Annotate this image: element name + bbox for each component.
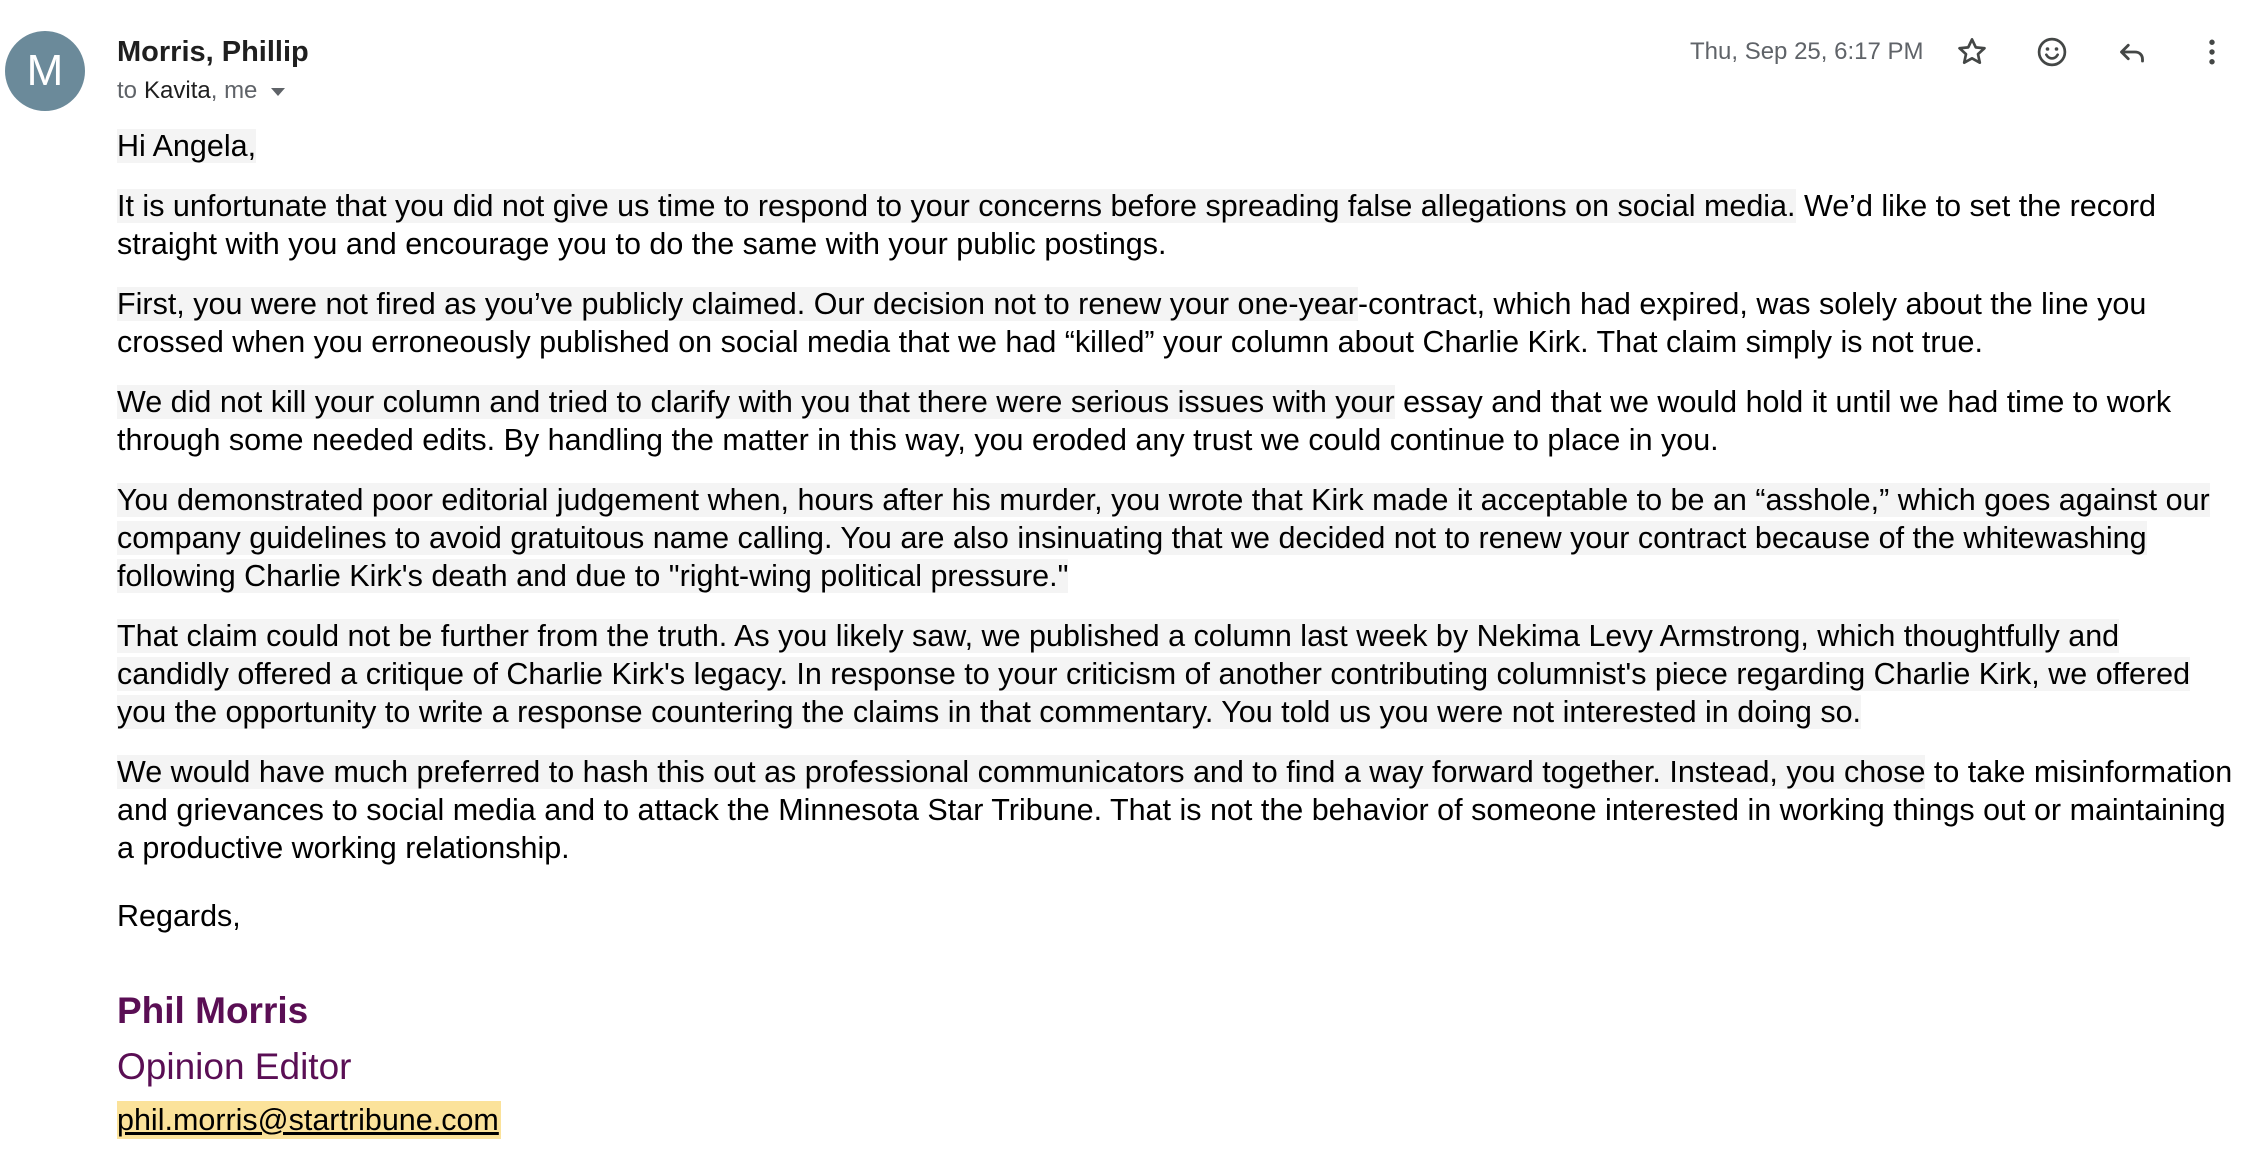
star-icon — [1954, 34, 1990, 70]
signature-name: Phil Morris — [117, 990, 309, 1031]
star-button[interactable] — [1948, 28, 1996, 76]
paragraph-4 — [117, 481, 2237, 595]
paragraph-3-text-a: We did not kill your column and tried to clarify with you that there were serious issues with your — [117, 385, 1395, 419]
paragraph-5-text: That claim could not be further from the truth. As you likely saw, we published a column last week by Nekima Levy Armstrong, which thoughtfully and candidly offered a critique of Charlie Kirk's legacy. In response to your criticism of another contributing columnist's piece regarding Charlie Kirk, we offered you the opportunity to write a response countering the claims in that commentary. You told us you were not interested in doing so. — [117, 619, 2191, 729]
signature-email-link[interactable]: phil.morris@startribune.com — [117, 1103, 499, 1137]
paragraph-1-text-b: We’d like to set the record straight with you and encourage you to do the same with your public postings. — [117, 189, 2157, 261]
paragraph-2-text-b: -contract, which had expired, was solely about the line you crossed when you erroneously published on social media that we had “killed” your column about Charlie Kirk. That claim simply is not true. — [117, 287, 2147, 359]
reply-button[interactable] — [2108, 28, 2156, 76]
paragraph-2-text-a: First, you were not fired as you’ve publicly claimed. Our decision not to renew your one-year — [117, 287, 1358, 321]
more-options-button[interactable] — [2188, 28, 2236, 76]
recipient-separator: , — [210, 77, 218, 104]
show-details-chevron-down-icon[interactable] — [271, 88, 285, 96]
recipients-line — [117, 76, 285, 106]
greeting-text: Hi Angela, — [117, 129, 257, 163]
paragraph-3-text-b: essay and that we would hold it until we had time to work through some needed edits. By handling the matter in this way, you eroded any trust we could continue to place in you. — [117, 385, 2172, 457]
recipient-kavita[interactable]: Kavita — [144, 77, 211, 104]
paragraph-1-text-a: It is unfortunate that you did not give us time to respond to your concerns before spreading false allegations on social media. — [117, 189, 1796, 223]
message-datetime[interactable]: Thu, Sep 25, 6:17 PM — [1690, 38, 1924, 65]
avatar[interactable] — [5, 31, 85, 111]
paragraph-6 — [117, 753, 2237, 867]
emoji-icon — [2034, 34, 2070, 70]
paragraph-2 — [117, 285, 2237, 361]
message-body — [117, 127, 2237, 935]
signature-title: Opinion Editor — [117, 1046, 352, 1087]
paragraph-5 — [117, 617, 2237, 731]
greeting — [117, 127, 2237, 165]
paragraph-1 — [117, 187, 2237, 263]
paragraph-3 — [117, 383, 2237, 459]
avatar-letter: M — [26, 46, 64, 95]
paragraph-6-text-b: to take misinformation and grievances to social media and to attack the Minnesota Star Tribune. That is not the behavior of someone interested in working things out or maintaining a productive working relationship. — [117, 755, 2233, 865]
add-reaction-button[interactable] — [2028, 28, 2076, 76]
paragraph-6-text-a: We would have much preferred to hash this out as professional communicators and to find a way forward together. Instead, you chose — [117, 755, 1926, 789]
more-vert-icon — [2194, 34, 2230, 70]
closing: Regards, — [117, 899, 241, 933]
paragraph-4-text: You demonstrated poor editorial judgement when, hours after his murder, you wrote that Kirk made it acceptable to be an “asshole,” which goes against our company guidelines to avoid gratuitous name calling. You are also insinuating that we decided not to renew your contract because of the whitewashing following Charlie Kirk's death and due to "right-wing political pressure." — [117, 483, 2210, 593]
to-label: to — [117, 77, 138, 104]
reply-icon — [2114, 34, 2150, 70]
recipient-me[interactable]: me — [224, 77, 258, 104]
sender-name[interactable]: Morris, Phillip — [117, 36, 309, 68]
